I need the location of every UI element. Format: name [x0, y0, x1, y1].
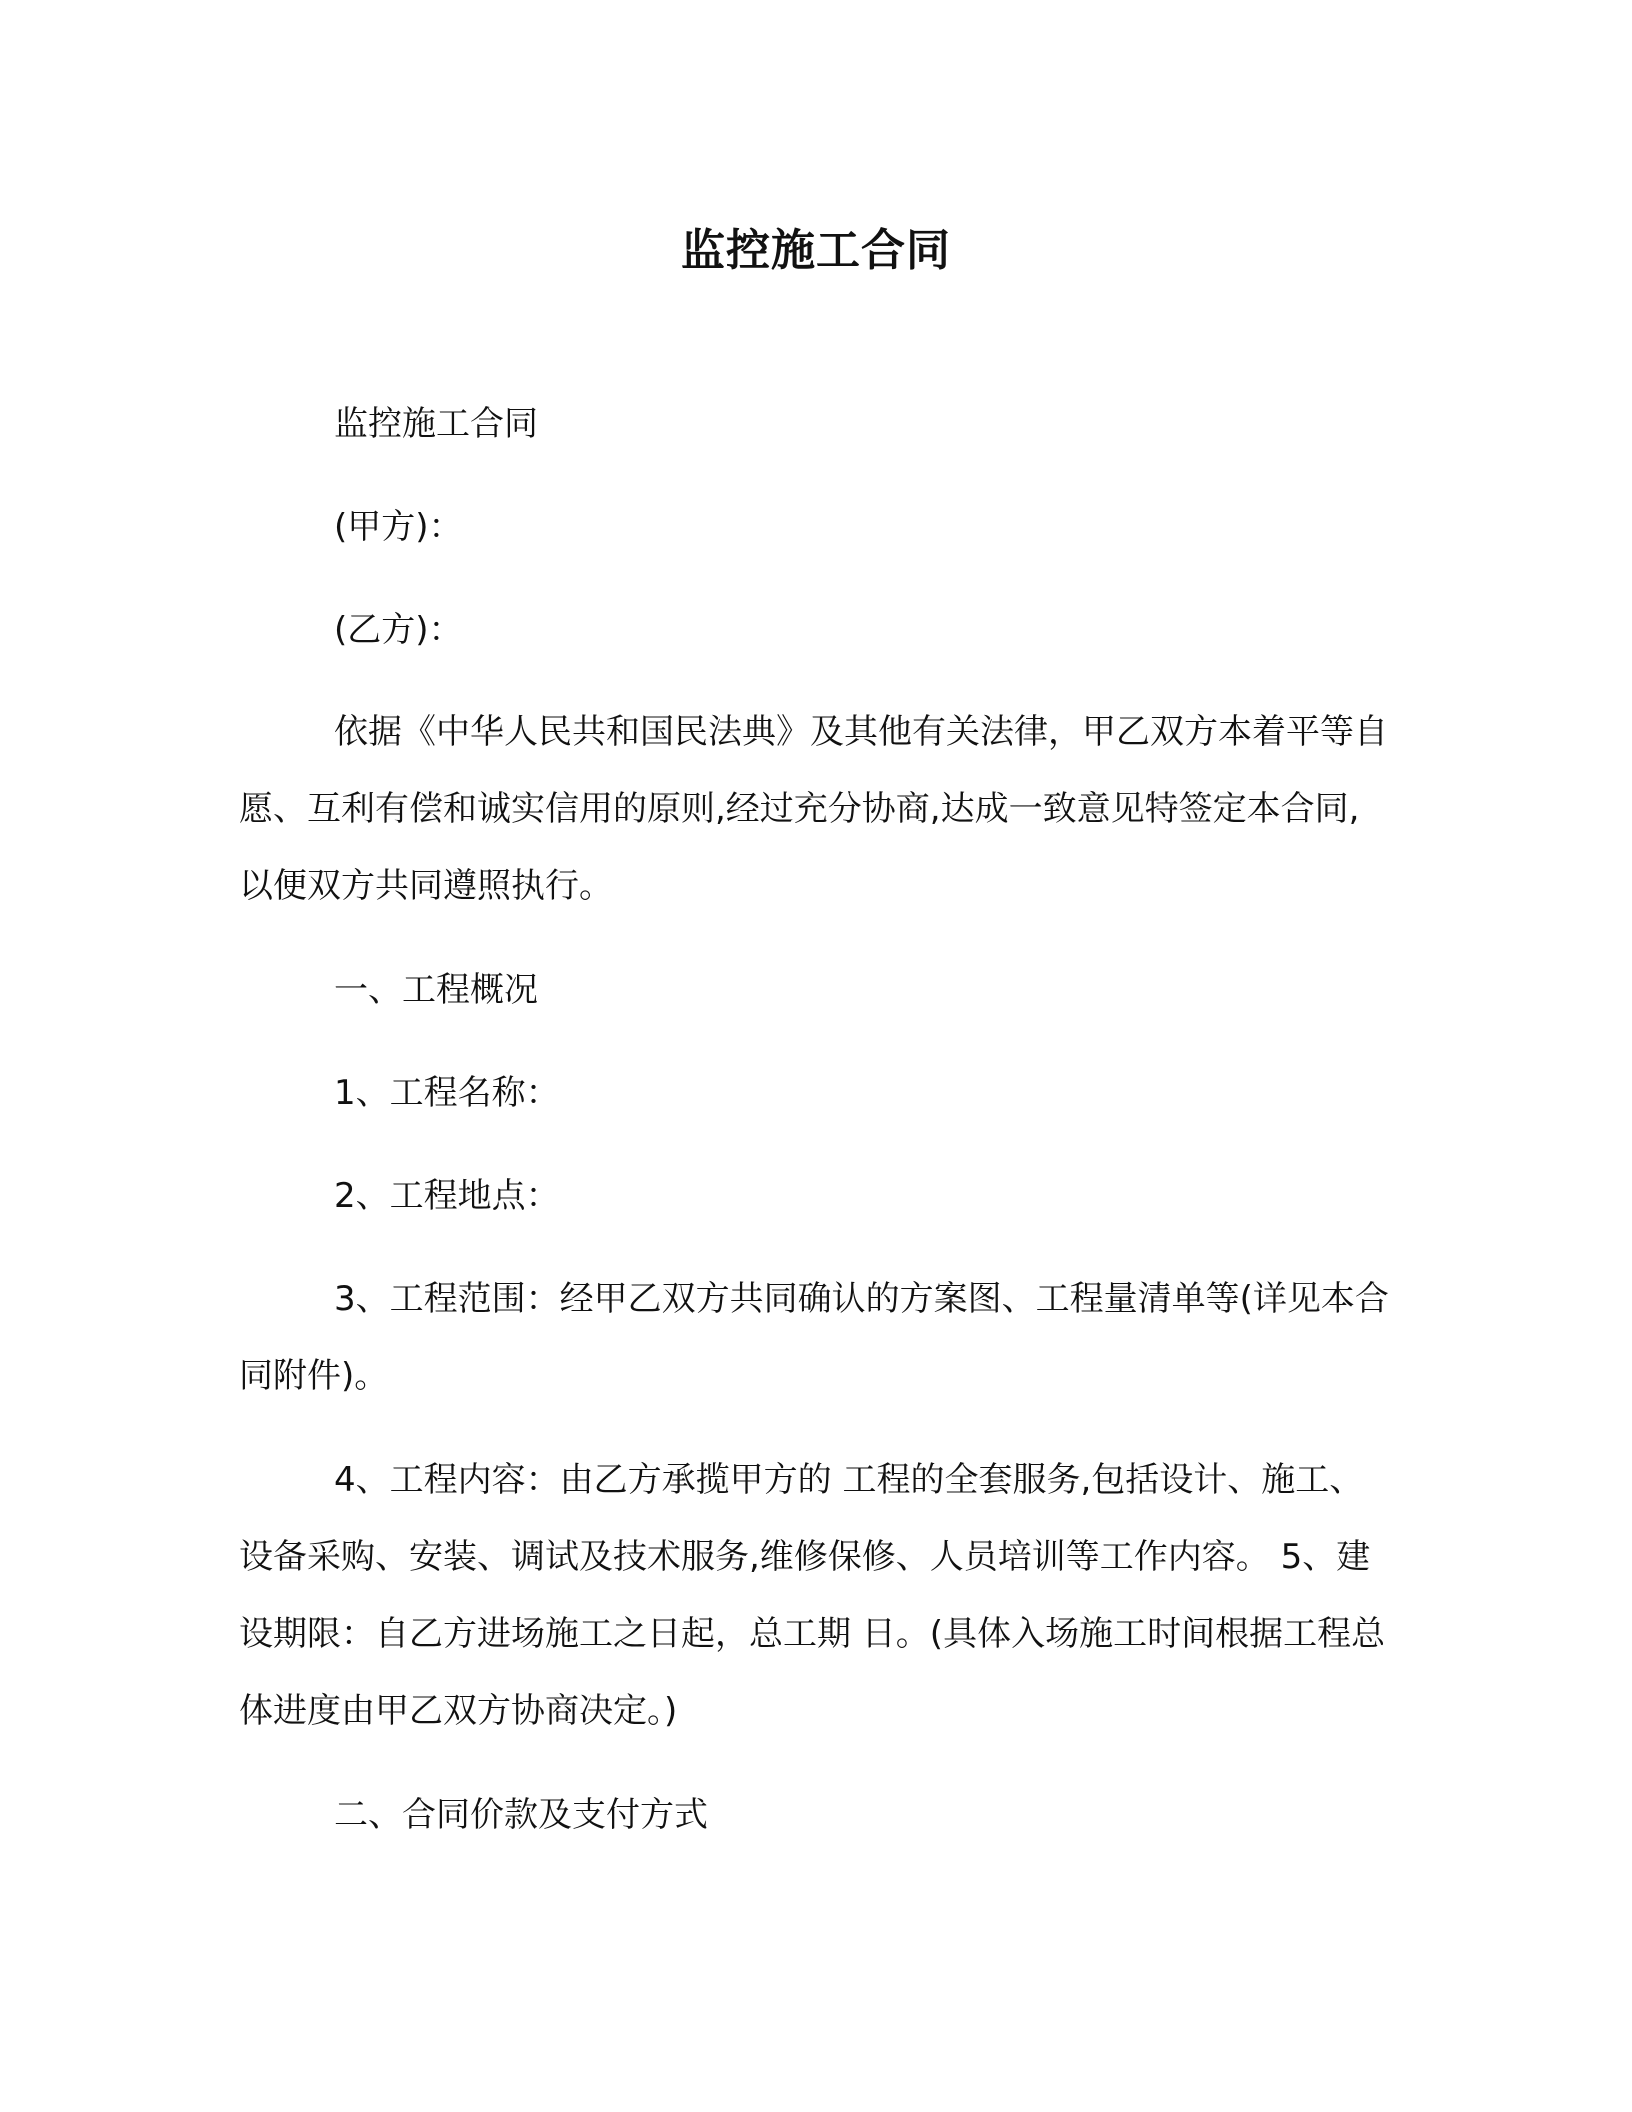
paragraph-party-b: (乙方)：	[334, 610, 463, 650]
paragraph-project-content: 4、工程内容：由乙方承揽甲方的 工程的全套服务,包括设计、施工、设备采购、安装、调试及技术服务,维修保修、人员培训等工作内容。 5、建设期限：自乙方进场施工之日起，总工期 日。(具体入场施工时间根据工程总体进度由甲乙双方协商决定。)	[239, 1460, 1386, 1731]
paragraph-contract-heading: 监控施工合同	[334, 404, 538, 444]
paragraph-project-scope: 3、工程范围：经甲乙双方共同确认的方案图、工程量清单等(详见本合同附件)。	[239, 1279, 1389, 1396]
paragraph-party-a: (甲方)：	[334, 507, 463, 547]
paragraph-preamble: 依据《中华人民共和国民法典》及其他有关法律，甲乙双方本着平等自愿、互利有偿和诚实信用的原则,经过充分协商,达成一致意见特签定本合同,以便双方共同遵照执行。	[239, 712, 1388, 906]
paragraph-project-location: 2、工程地点：	[334, 1176, 560, 1216]
document-title: 监控施工合同	[681, 225, 951, 276]
paragraph-section-1-heading: 一、工程概况	[334, 970, 538, 1010]
paragraph-project-name: 1、工程名称：	[334, 1073, 560, 1113]
paragraph-section-2-heading: 二、合同价款及支付方式	[334, 1795, 708, 1835]
